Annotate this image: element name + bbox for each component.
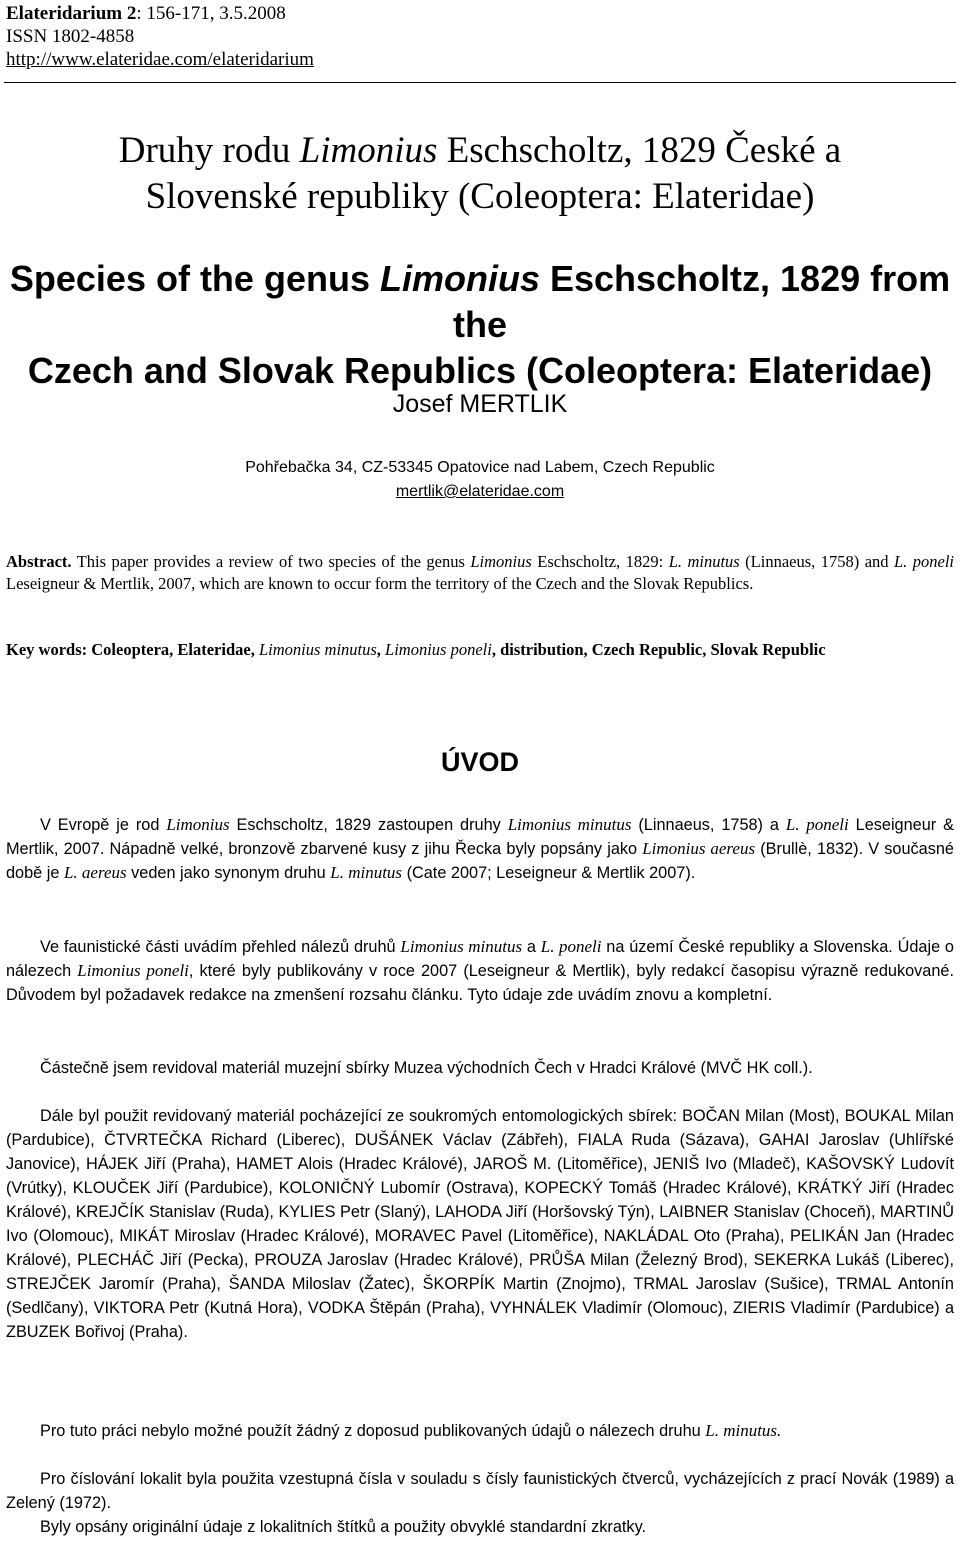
taxon-name: Limonius minutus	[400, 937, 523, 956]
journal-citation	[6, 2, 314, 25]
taxon-name: L. minutus.	[705, 1421, 782, 1440]
title-en-line2: Czech and Slovak Republics (Coleoptera: Elateridae)	[27, 350, 933, 391]
title-english	[0, 256, 960, 394]
journal-issn: ISSN 1802-4858	[6, 26, 135, 47]
paragraph-text: veden jako synonym druhu	[126, 864, 331, 882]
title-cz-line2: Slovenské republiky (Coleoptera: Elateridae)	[145, 176, 815, 217]
paragraph-text: Ve faunistické části uvádím přehled nálezů druhů	[40, 938, 401, 956]
paragraph-text: a	[522, 938, 541, 956]
title-czech	[0, 128, 960, 220]
keywords-text: Coleoptera, Elateridae,	[87, 640, 259, 659]
paragraph-intro-3: Částečně jsem revidoval materiál muzejní sbírky Muzea východních Čech v Hradci Králové (MVČ HK coll.).	[40, 1059, 813, 1077]
abstract-label: Abstract.	[6, 552, 72, 571]
abstract-text: Leseigneur & Mertlik, 2007, which are known to occur form the territory of the Czech and the Slovak Republics.	[6, 574, 754, 593]
paragraph-intro-5	[6, 1419, 954, 1443]
paragraph-collections: Dále byl použit revidovaný materiál pocházející ze soukromých entomologických sbírek: BOČAN Milan (Most), BOUKAL Milan (Pardubice), ČTVRTEČKA Richard (Liberec), DUŠÁNEK Václav (Zábřeh), FIALA Ruda (Sázava), GAHAI Jaroslav (Uhlířské Janovice), HÁJEK Jiří (Praha), HAMET Alois (Hradec Králové), JAROŠ M. (Litoměřice), JENIŠ Ivo (Mladeč), KAŠOVSKÝ Ludovít (Vrútky), KLOUČEK Jiří (Pardubice), KOLONIČNÝ Lubomír (Ostrava), KOPECKÝ Tomáš (Hradec Králové), KRÁTKÝ Jiří (Hradec Králové), KREJČÍK Stanislav (Ruda), KYLIES Petr (Slaný), LAHODA Jiří (Horšovský Týn), LAIBNER Stanislav (Choceň), MARTINŮ Ivo (Olomouc), MIKÁT Miroslav (Hradec Králové), MORAVEC Pavel (Litoměřice), NAKLÁDAL Oto (Praha), PELIKÁN Jan (Hradec Králové), PLECHÁČ Jiří (Pecka), PROUZA Jaroslav (Hradec Králové), PRŮŠA Milan (Železný Brod), SEKERKA Lukáš (Liberec), STREJČEK Jaromír (Praha), ŠANDA Miloslav (Žatec), ŠKORPÍK Martin (Znojmo), TRMAL Jaroslav (Sušice), TRMAL Antonín (Sedlčany), VIKTORA Petr (Kutná Hora), VODKA Štěpán (Praha), VYHNÁLEK Vladimír (Olomouc), ZIERIS Vladimír (Pardubice) a ZBUZEK Bořivoj (Praha).	[6, 1107, 954, 1341]
author-affiliation	[0, 456, 960, 504]
abstract-text: This paper provides a review of two species of the genus	[71, 552, 471, 571]
taxon-name: Limonius	[166, 815, 230, 834]
taxon-name: Limonius poneli	[77, 961, 189, 980]
keywords-label: Key words:	[6, 640, 88, 659]
keywords	[6, 638, 954, 661]
journal-header	[6, 2, 314, 71]
paragraph-text: (Brullè, 1832). V současné době je	[6, 840, 954, 882]
author-email-link[interactable]: mertlik@elateridae.com	[395, 483, 565, 500]
title-en-text: Species of the genus	[9, 258, 380, 299]
journal-url-link[interactable]: http://www.elateridae.com/elateridarium	[6, 49, 314, 70]
paragraph-intro-1	[6, 813, 954, 885]
title-cz-text: Druhy rodu	[118, 130, 300, 171]
keywords-taxon: Limonius minutus	[258, 640, 377, 659]
paragraph-intro-2	[6, 935, 954, 1007]
paragraph-text: Eschscholtz, 1829 zastoupen druhy	[229, 816, 508, 834]
abstract	[6, 551, 954, 595]
abstract-text: (Linnaeus, 1758) and	[739, 552, 894, 571]
taxon-name: L. poneli	[540, 937, 602, 956]
taxon-name: L. aereus	[63, 863, 127, 882]
taxon-name: L. minutus	[330, 863, 403, 882]
paragraph-intro-7: Byly opsány originální údaje z lokalitních štítků a použity obvyklé standardní zkratky.	[40, 1518, 647, 1536]
title-en-genus: Limonius	[379, 258, 540, 299]
paragraph-text: V Evropě je rod	[40, 816, 167, 834]
author-address: Pohřebačka 34, CZ-53345 Opatovice nad Labem, Czech Republic	[245, 459, 715, 476]
paragraph-text: (Cate 2007; Leseigneur & Mertlik 2007).	[402, 864, 696, 882]
paragraph-text: , které byly publikovány v roce 2007 (Leseigneur & Mertlik), byly redakcí časopisu výrazně redukované. Důvodem byl požadavek redakce na zmenšení rozsahu článku. Tyto údaje zde uvádím znovu a kompletní.	[6, 962, 954, 1004]
journal-pages: : 156-171, 3.5.2008	[136, 3, 286, 24]
abstract-taxon: L. poneli	[894, 552, 955, 571]
paragraph-text: na území České republiky a Slovenska. Údaje o nálezech	[6, 938, 954, 980]
title-cz-genus: Limonius	[299, 130, 438, 171]
journal-name: Elateridarium 2	[6, 3, 137, 24]
taxon-name: L. poneli	[785, 815, 849, 834]
keywords-text: , distribution, Czech Republic, Slovak Republic	[491, 640, 826, 659]
abstract-taxon: L. minutus	[668, 552, 740, 571]
abstract-text: Eschscholtz, 1829:	[531, 552, 669, 571]
paragraph-text: Pro tuto práci nebylo možné použít žádný z doposud publikovaných údajů o nálezech druhu	[40, 1422, 706, 1440]
taxon-name: Limonius minutus	[507, 815, 632, 834]
title-cz-text-2: Eschscholtz, 1829 České a	[437, 130, 842, 171]
taxon-name: Limonius aereus	[642, 839, 756, 858]
keywords-taxon: Limonius poneli	[385, 640, 492, 659]
paragraph-intro-6: Pro číslování lokalit byla použita vzestupná čísla v souladu s čísly faunistických čtverců, vycházejících z prací Novák (1989) a Zelený (1972).	[6, 1470, 954, 1512]
section-heading-uvod: ÚVOD	[440, 747, 519, 777]
paragraph-text: Leseigneur & Mertlik, 2007. Nápadně velké, bronzově zbarvené kusy z jihu Řecka byly popsány jako	[6, 816, 954, 858]
header-divider	[4, 82, 956, 83]
abstract-taxon: Limonius	[470, 552, 532, 571]
author-name: Josef MERTLIK	[392, 390, 568, 418]
keywords-text: ,	[376, 640, 386, 659]
paragraph-text: (Linnaeus, 1758) a	[631, 816, 786, 834]
title-en-text-2: Eschscholtz, 1829 from the	[453, 258, 951, 345]
